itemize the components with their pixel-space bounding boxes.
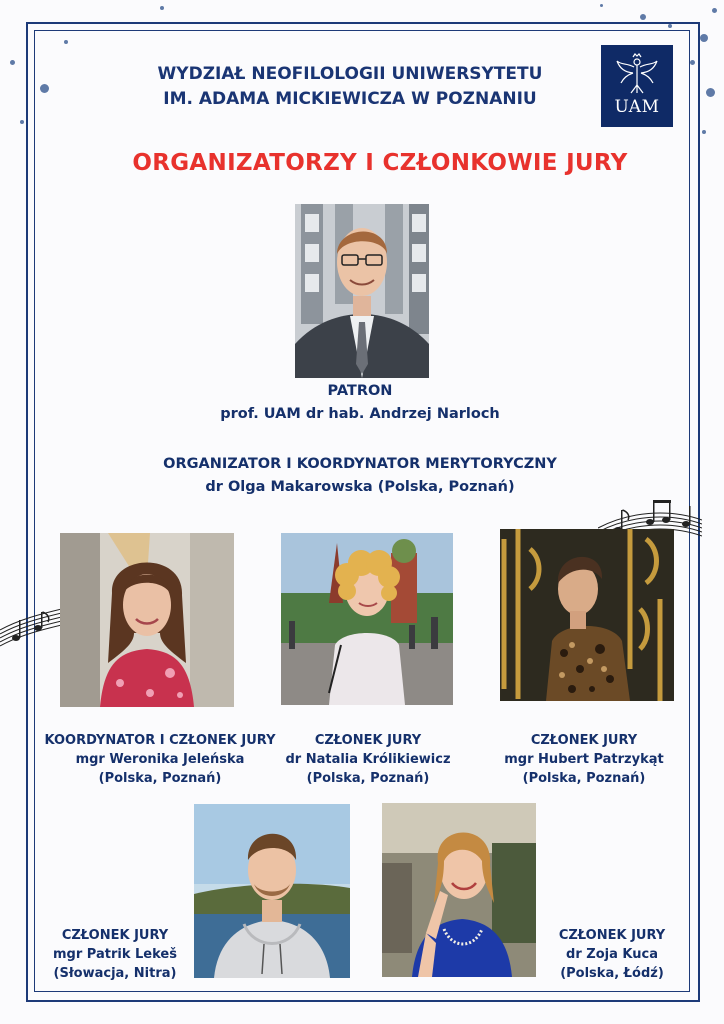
member-role: CZŁONEK JURY	[558, 928, 666, 943]
member-caption-1	[40, 731, 280, 788]
member-caption-5	[537, 926, 687, 983]
member-name: dr Natalia Królikiewicz	[285, 752, 451, 767]
member-name: mgr Hubert Patrzykąt	[504, 752, 664, 767]
member-photo-lekes	[194, 804, 350, 978]
member-place: (Polska, Łódź)	[560, 966, 664, 981]
university-name	[100, 62, 600, 112]
member-place: (Polska, Poznań)	[306, 771, 430, 786]
member-name: mgr Weronika Jeleńska	[75, 752, 245, 767]
member-role: CZŁONEK JURY	[61, 928, 169, 943]
organizer-name: dr Olga Makarowska (Polska, Poznań)	[205, 479, 515, 495]
member-place: (Polska, Poznań)	[98, 771, 222, 786]
member-role: CZŁONEK JURY	[314, 733, 422, 748]
logo-text: UAM	[614, 97, 660, 117]
university-line-1: WYDZIAŁ NEOFILOLOGII UNIWERSYTETU	[157, 64, 543, 84]
member-photo-jelenska	[60, 533, 234, 707]
uam-logo	[601, 45, 673, 127]
organizer-role: ORGANIZATOR I KOORDYNATOR MERYTORYCZNY	[163, 456, 557, 472]
member-caption-3	[484, 731, 684, 788]
member-place: (Słowacja, Nitra)	[53, 966, 177, 981]
university-line-2: IM. ADAMA MICKIEWICZA W POZNANIU	[163, 89, 537, 109]
member-place: (Polska, Poznań)	[522, 771, 646, 786]
member-name: mgr Patrik Lekeš	[53, 947, 177, 962]
organizer-caption	[110, 453, 610, 499]
member-caption-4	[40, 926, 190, 983]
patron-name: prof. UAM dr hab. Andrzej Narloch	[220, 406, 500, 422]
patron-photo	[295, 204, 429, 378]
member-photo-krolikiewicz	[281, 533, 453, 705]
member-caption-2	[268, 731, 468, 788]
eagle-icon	[615, 53, 659, 95]
member-role: KOORDYNATOR I CZŁONEK JURY	[44, 733, 276, 748]
member-photo-patrzykat	[500, 529, 674, 701]
patron-caption	[160, 380, 560, 426]
member-name: dr Zoja Kuca	[566, 947, 658, 962]
member-photo-kuca	[382, 803, 536, 977]
music-notes-left-icon	[0, 600, 66, 650]
page-title: ORGANIZATORZY I CZŁONKOWIE JURY	[132, 150, 628, 176]
patron-role: PATRON	[327, 383, 393, 399]
member-role: CZŁONEK JURY	[530, 733, 638, 748]
